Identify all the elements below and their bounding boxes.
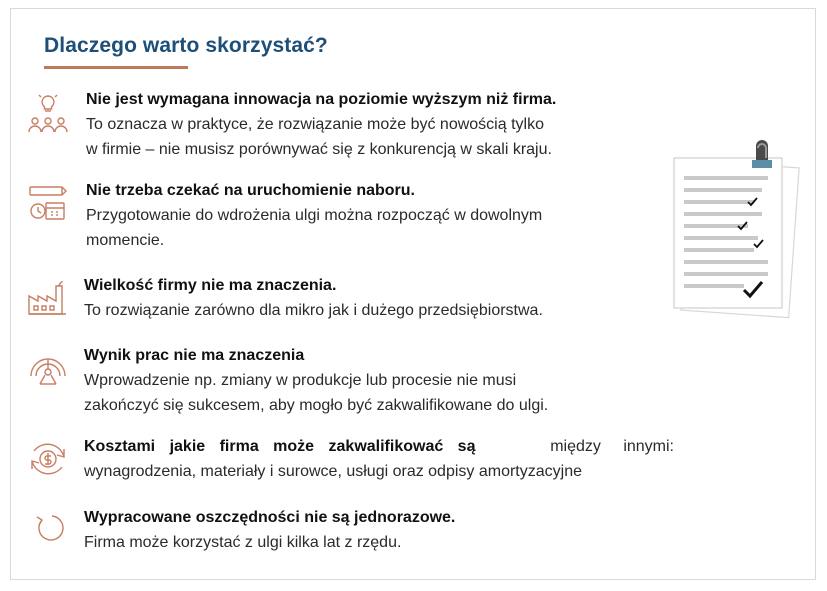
factory-icon [26, 278, 70, 322]
item-2-line-2: momencie. [86, 232, 165, 249]
item-2-line-1: Przygotowanie do wdrożenia ulgi można rozpocząć w dowolnym [86, 207, 543, 224]
money-cycle-icon [26, 437, 70, 481]
item-4-text [84, 343, 644, 418]
item-6-line-1: Firma może korzystać z ulgi kilka lat z rzędu. [84, 534, 402, 551]
refresh-icon [28, 508, 72, 552]
item-4-heading: Wynik prac nie ma znaczenia [84, 347, 305, 364]
item-1-line-2: w firmie – nie musisz porównywać się z konkurencją w skali kraju. [86, 141, 552, 158]
item-6-heading: Wypracowane oszczędności nie są jednorazowe. [84, 509, 456, 526]
item-5-heading-tail: między innymi: [550, 438, 674, 455]
item-2-heading: Nie trzeba czekać na uruchomienie naboru. [86, 182, 415, 199]
clipboard-checklist-icon [664, 140, 804, 320]
item-5-first-line [84, 434, 674, 459]
item-5-heading: Kosztami jakie firma może zakwalifikować są [84, 438, 476, 455]
item-6-text [84, 505, 644, 555]
item-3-line-1: To rozwiązanie zarówno dla mikro jak i dużego przedsiębiorstwa. [84, 302, 543, 319]
item-4-line-1: Wprowadzenie np. zmiany w produkcje lub procesie nie musi [84, 372, 517, 389]
item-5-line-1: wynagrodzenia, materiały i surowce, usługi oraz odpisy amortyzacyjne [84, 463, 582, 480]
item-2-text [86, 178, 646, 253]
title-underline [44, 66, 188, 69]
item-3-heading: Wielkość firmy nie ma znaczenia. [84, 277, 337, 294]
lightbulb-people-icon [26, 92, 70, 136]
item-4-line-2: zakończyć się sukcesem, aby mogło być zakwalifikowane do ulgi. [84, 397, 549, 414]
gauge-icon [26, 346, 70, 390]
page-title: Dlaczego warto skorzystać? [44, 34, 328, 57]
item-5-text [84, 434, 674, 484]
item-3-text [84, 273, 644, 323]
item-1-text [86, 87, 646, 162]
item-1-line-1: To oznacza w praktyce, że rozwiązanie może być nowością tylko [86, 116, 544, 133]
item-1-heading: Nie jest wymagana innowacja na poziomie wyższym niż firma. [86, 91, 557, 108]
calendar-clock-icon [26, 183, 70, 227]
